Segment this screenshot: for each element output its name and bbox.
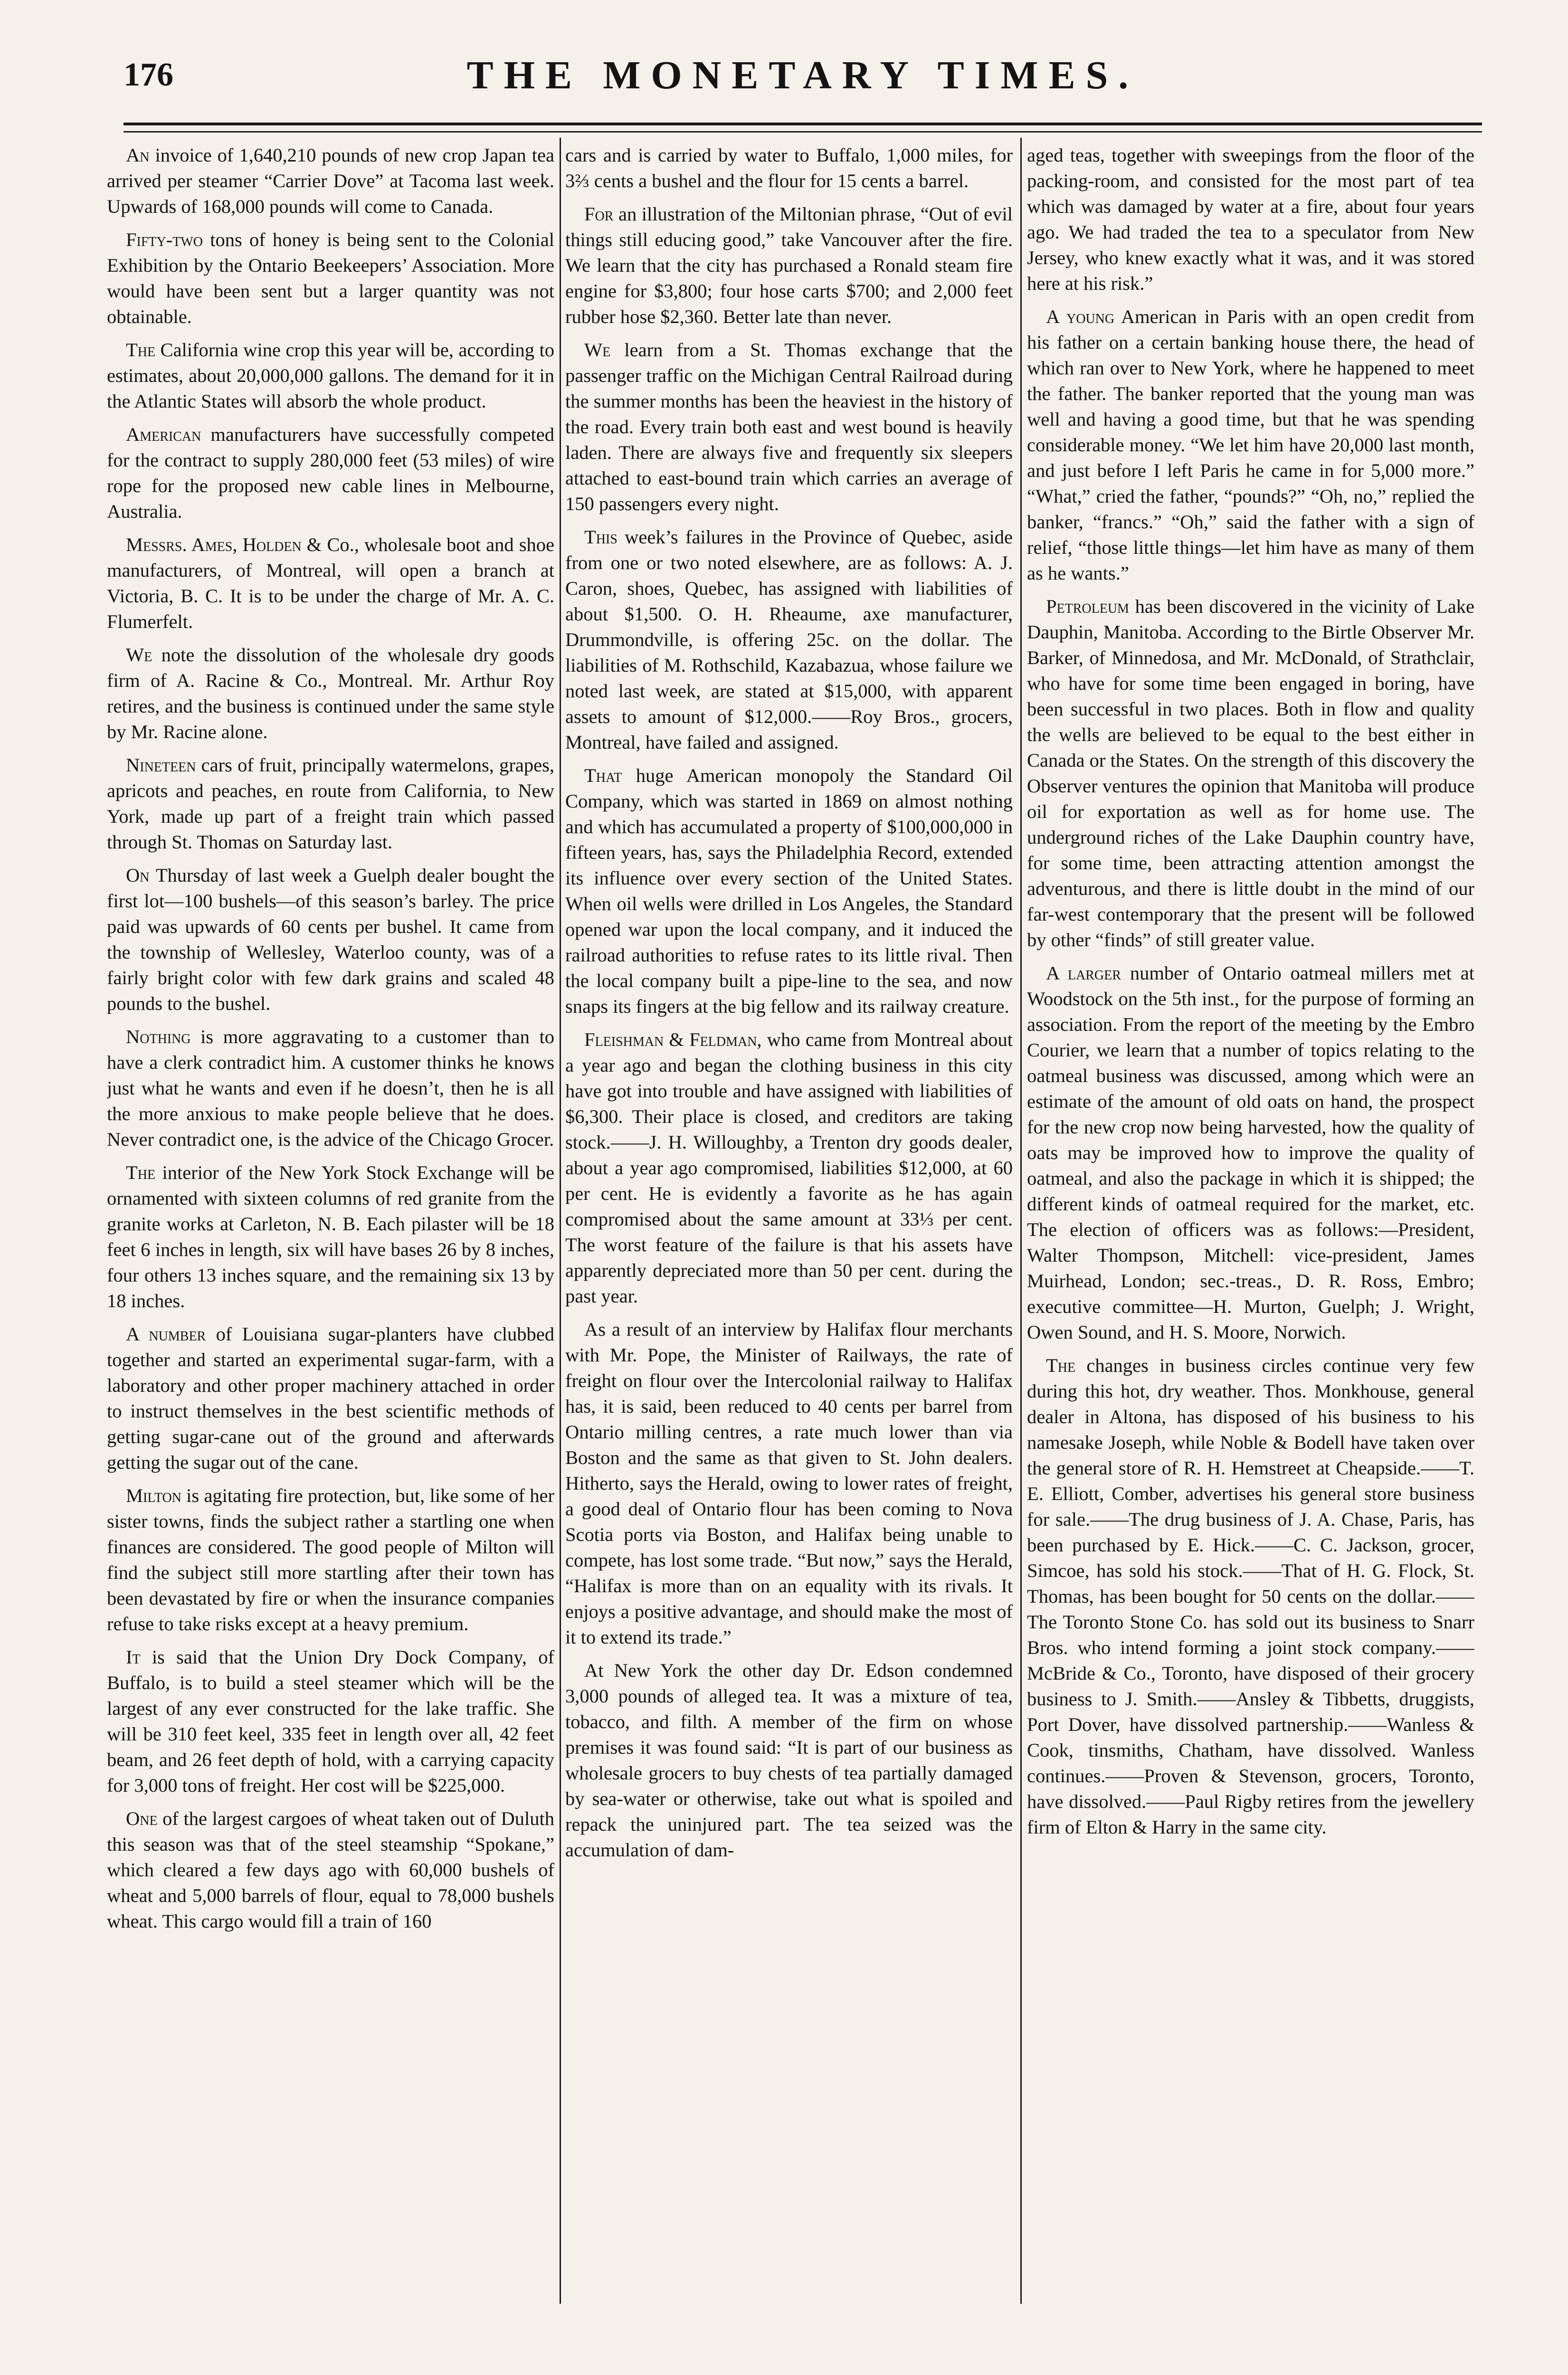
paragraph-lead-words: On bbox=[126, 864, 150, 886]
article-paragraph bbox=[565, 1317, 1013, 1650]
paragraph-text: of the largest cargoes of wheat taken out of Duluth this season was that of the steel steamship “Spokane,” which cleared a few days ago with 60,000 bushels of wheat and 5,000 barrels of flour, equal to 78,000 bushels wheat. This cargo would fill a train of 160 bbox=[107, 1808, 554, 1932]
paragraph-text: week’s failures in the Province of Quebec, aside from one or two noted elsewhere, are as follows: A. J. Caron, shoes, Quebec, has assigned with liabilities of about $1,500. O. H. Rheaume, axe manufacturer, Drummondville, is offering 25c. on the dollar. The liabilities of M. Rothschild, Kazabazua, whose failure we noted last week, are stated at $15,000, with apparent assets to amount of $12,000.——Roy Bros., grocers, Montreal, have failed and assigned. bbox=[565, 526, 1013, 753]
paragraph-lead-words: The bbox=[126, 339, 156, 361]
paragraph-lead-words: That bbox=[584, 765, 622, 786]
article-paragraph bbox=[107, 422, 554, 524]
article-paragraph bbox=[107, 752, 554, 855]
paragraph-lead-words: The bbox=[1046, 1355, 1076, 1376]
article-paragraph bbox=[565, 1027, 1013, 1309]
paragraph-lead-words: A young bbox=[1046, 306, 1115, 327]
paragraph-text: who came from Montreal about a year ago and began the clothing business in this city have got into trouble and have assigned with liabilities of $6,300. Their place is closed, and creditors are taking stock.——J. H. Willoughby, a Trenton dry goods dealer, about a year ago compromised, liabilities $12,000, at 60 per cent. He is evidently a favorite as he has again compromised about the same amount at 33⅓ per cent. The worst feature of the failure is that his assets have apparently depreciated more than 50 per cent. during the past year. bbox=[565, 1029, 1013, 1307]
article-paragraph bbox=[1027, 594, 1474, 953]
masthead-title: THE MONETARY TIMES. bbox=[466, 53, 1139, 97]
paragraph-lead-words: Petroleum bbox=[1046, 596, 1129, 617]
paragraph-text: invoice of 1,640,210 pounds of new crop Japan tea arrived per steamer “Carrier Dove” at Tacoma last week. Upwards of 168,000 pounds will come to Canada. bbox=[107, 144, 554, 217]
column-3 bbox=[1027, 142, 1474, 2290]
article-paragraph bbox=[107, 1806, 554, 1934]
paragraph-text: At New York the other day Dr. Edson condemned 3,000 pounds of alleged tea. It was a mixture of tea, tobacco, and filth. A member of the firm on whose premises it was found said: “It is part of our business as wholesale grocers to buy chests of tea partially damaged by sea-water or otherwise, take out what is spoiled and repack the uninjured part. The tea seized was the accumulation of dam- bbox=[565, 1660, 1013, 1861]
paragraph-text: is more aggravating to a customer than to have a clerk contradict him. A customer thinks he knows just what he wants and even if he doesn’t, then he is all the more anxious to make people believe that he does. Never contradict one, is the advice of the Chicago Grocer. bbox=[107, 1026, 554, 1150]
paragraph-text: is agitating fire protection, but, like some of her sister towns, finds the subject rather a startling one when finances are considered. The good people of Milton will find the subject still more startling after their town has been devastated by fire or when the insurance companies refuse to take risks except at a heavy premium. bbox=[107, 1485, 554, 1634]
paragraph-text: As a result of an interview by Halifax flour merchants with Mr. Pope, the Minister of Railways, the rate of freight on flour over the Intercolonial railway to Halifax has, it is said, been reduced to 40 cents per barrel from Ontario milling centres, a rate much lower than via Boston and the same as that given to St. John dealers. Hitherto, says the Herald, owing to lower rates of freight, a good deal of Ontario flour has been coming to Nova Scotia ports via Boston, and Halifax being unable to compete, has lost some trade. “But now,” says the Herald, “Halifax is more than on an equality with its rivals. It enjoys a positive advantage, and should make the most of it to extend its trade.” bbox=[565, 1319, 1013, 1648]
article-paragraph bbox=[107, 1024, 554, 1152]
paragraph-lead-words: It bbox=[126, 1646, 141, 1668]
page-number: 176 bbox=[124, 57, 173, 93]
paragraph-text: changes in business circles continue very few during this hot, dry weather. Thos. Monkhouse, general dealer in Altona, has disposed of his business to his namesake Joseph, while Noble & Bodell have taken over the general store of R. H. Hemstreet at Cheapside.——T. E. Elliott, Comber, advertises his general store business for sale.——The drug business of J. A. Chase, Paris, has been purchased by E. Hick.——C. C. Jackson, grocer, Simcoe, has sold his stock.——That of H. G. Flock, St. Thomas, has been bought for 50 cents on the dollar.——The Toronto Stone Co. has sold out its business to Snarr Bros. who intend forming a joint stock company.——McBride & Co., Toronto, have disposed of their grocery business to J. Smith.——Ansley & Tibbetts, druggists, Port Dover, have dissolved partnership.——Wanless & Cook, tinsmiths, Chatham, have dissolved. Wanless continues.——Proven & Stevenson, grocers, Toronto, have dissolved.——Paul Rigby retires from the jewellery firm of Elton & Harry in the same city. bbox=[1027, 1355, 1474, 1838]
column-divider-1 bbox=[560, 138, 561, 2304]
article-paragraph bbox=[1027, 1353, 1474, 1840]
paragraph-lead-words: An bbox=[126, 144, 150, 166]
article-paragraph bbox=[565, 524, 1013, 755]
paragraph-lead-words: A number bbox=[126, 1323, 206, 1345]
paragraph-text: is said that the Union Dry Dock Company, of Buffalo, is to build a steel steamer which will be the largest of any ever constructed for the lake traffic. She will be 310 feet keel, 335 feet in length over all, 42 feet beam, and 26 feet depth of hold, with a carrying capacity for 3,000 tons of freight. Her cost will be $225,000. bbox=[107, 1646, 554, 1796]
column-1 bbox=[107, 142, 554, 2290]
article-paragraph bbox=[107, 642, 554, 745]
article-paragraph bbox=[565, 201, 1013, 330]
paragraph-lead-words: A larger bbox=[1046, 962, 1121, 984]
article-paragraph bbox=[565, 142, 1013, 194]
paragraph-text: manufacturers have successfully competed for the contract to supply 280,000 feet (53 miles) of wire rope for the proposed new cable lines in Melbourne, Australia. bbox=[107, 424, 554, 522]
paragraph-lead-words: One bbox=[126, 1808, 158, 1829]
paragraph-text: has been discovered in the vicinity of Lake Dauphin, Manitoba. According to the Birtle Observer Mr. Barker, of Minnedosa, and Mr. McDonald, of Strathclair, who have for some time been engaged in boring, have been successful in two places. Both in flow and quality the wells are believed to be equal to the best either in Canada or the States. On the strength of this discovery the Observer ventures the opinion that Manitoba will produce oil for exportation as well as for home use. The underground riches of the Lake Dauphin country have, for some time, been attracting attention amongst the adventurous, and there is little doubt in the mind of our far-west contemporary that the present will be followed by other “finds” of still greater value. bbox=[1027, 596, 1474, 950]
article-paragraph bbox=[565, 763, 1013, 1019]
paragraph-lead-words: For bbox=[584, 203, 614, 225]
paragraph-text: an illustration of the Miltonian phrase, “Out of evil things still educing good,” take Vancouver after the fire. We learn that the city has purchased a Ronald steam fire engine for $3,800; four hose carts $700; and 2,000 feet rubber hose $2,360. Better late than never. bbox=[565, 203, 1013, 327]
page-header bbox=[124, 52, 1482, 109]
paragraph-lead-words: This bbox=[584, 526, 618, 548]
article-paragraph bbox=[107, 227, 554, 330]
paragraph-lead-words: Messrs. Ames, Holden bbox=[126, 534, 302, 555]
column-divider-2 bbox=[1020, 138, 1022, 2304]
paragraph-text: note the dissolution of the wholesale dry goods firm of A. Racine & Co., Montreal. Mr. Arthur Roy retires, and the business is continued under the same style by Mr. Racine alone. bbox=[107, 644, 554, 742]
paragraph-lead-words: We bbox=[584, 339, 611, 361]
article-paragraph bbox=[565, 1658, 1013, 1863]
paragraph-lead-words: The bbox=[126, 1162, 156, 1183]
paragraph-text: number of Ontario oatmeal millers met at Woodstock on the 5th inst., for the purpose of forming an association. From the report of the meeting by the Embro Courier, we learn that a number of topics relating to the oatmeal business was discussed, among which were an estimate of the amount of old oats on hand, the prospect for the new crop now being harvested, how the quality of oats may be improved how to improve the quality of oatmeal, and also the package in which it is shipped; the different kinds of oatmeal required for the market, etc. The election of officers was as follows:—President, Walter Thompson, Mitchell: vice-president, James Muirhead, London; sec.-treas., D. R. Ross, Embro; executive committee—H. Murton, Guelph; J. Wright, Owen Sound, and H. S. Moore, Norwich. bbox=[1027, 962, 1474, 1343]
paragraph-text: huge American monopoly the Standard Oil Company, which was started in 1869 on almost nothing and which has accumulated a property of $100,000,000 in fifteen years, has, says the Philadelphia Record, extended its influence over every section of the United States. When oil wells were drilled in Los Angeles, the Standard opened war upon the local company, and it induced the railroad authorities to refuse rates to its little rival. Then the local company built a pipe-line to the sea, and now snaps its fingers at the big fellow and its railway creature. bbox=[565, 765, 1013, 1017]
paragraph-lead-words: Fleishman & Feldman, bbox=[584, 1029, 762, 1050]
header-rule-thick bbox=[124, 123, 1482, 125]
paragraph-text: Thursday of last week a Guelph dealer bought the first lot—100 bushels—of this season’s barley. The price paid was upwards of 60 cents per bushel. It came from the township of Wellesley, Waterloo county, was of a fairly bright color with few dark grains and scaled 48 pounds to the bushel. bbox=[107, 864, 554, 1014]
paragraph-text: of Louisiana sugar-planters have clubbed together and started an experimental sugar-farm, with a laboratory and other proper machinery attached in order to instruct themselves in the best scientific methods of getting sugar-cane out of the ground and afterwards getting the sugar out of the cane. bbox=[107, 1323, 554, 1473]
paragraph-text: American in Paris with an open credit from his father on a certain banking house there, the head of which ran over to New York, where he happened to meet the father. The banker reported that the young man was well and having a good time, but that he was spending considerable money. “We let him have 20,000 last month, and just before I left Paris he came in for 5,000 more.” “What,” cried the father, “pounds?” “Oh, no,” replied the banker, “francs.” “Oh,” said the father with a sign of relief, “those little things—let him have as many of them as he wants.” bbox=[1027, 306, 1474, 584]
paragraph-lead-words: We bbox=[126, 644, 152, 665]
paragraph-text: cars and is carried by water to Buffalo, 1,000 miles, for 3⅔ cents a bushel and the flour for 15 cents a barrel. bbox=[565, 144, 1013, 191]
article-paragraph bbox=[1027, 142, 1474, 296]
paragraph-text: learn from a St. Thomas exchange that the passenger traffic on the Michigan Central Railroad during the summer months has been the heaviest in the history of the road. Every train both east and west bound is heavily laden. There are always five and frequently six sleepers attached to east-bound train which carries an average of 150 passengers every night. bbox=[565, 339, 1013, 514]
paragraph-text: & Co., wholesale boot and shoe manufacturers, of Montreal, will open a branch at Victoria, B. C. It is to be under the charge of Mr. A. C. Flumerfelt. bbox=[107, 534, 554, 632]
article-paragraph bbox=[107, 337, 554, 414]
article-paragraph bbox=[1027, 304, 1474, 586]
article-paragraph bbox=[107, 1483, 554, 1637]
paragraph-text: California wine crop this year will be, according to estimates, about 20,000,000 gallons. The demand for it in the Atlantic States will absorb the whole product. bbox=[107, 339, 554, 412]
article-paragraph bbox=[107, 1321, 554, 1475]
paragraph-lead-words: Fifty-two bbox=[126, 229, 203, 250]
article-paragraph bbox=[1027, 960, 1474, 1345]
article-paragraph bbox=[565, 337, 1013, 517]
paragraph-lead-words: Nothing bbox=[126, 1026, 191, 1047]
paragraph-text: interior of the New York Stock Exchange will be ornamented with sixteen columns of red granite from the granite works at Carleton, N. B. Each pilaster will be 18 feet 6 inches in length, six will have bases 26 by 8 inches, four others 13 inches square, and the remaining six 13 by 18 inches. bbox=[107, 1162, 554, 1311]
article-paragraph bbox=[107, 142, 554, 219]
column-2 bbox=[565, 142, 1013, 2290]
article-paragraph bbox=[107, 863, 554, 1016]
paragraph-text: aged teas, together with sweepings from the floor of the packing-room, and consisted for the most part of tea which was damaged by water at a fire, about four years ago. We had traded the tea to a speculator from New Jersey, who knew exactly what it was, and it was stored here at his risk.” bbox=[1027, 144, 1474, 294]
paragraph-lead-words: Milton bbox=[126, 1485, 181, 1506]
header-rule-thin bbox=[124, 131, 1482, 133]
paragraph-lead-words: American bbox=[126, 424, 201, 445]
paragraph-text: tons of honey is being sent to the Colonial Exhibition by the Ontario Beekeepers’ Association. More would have been sent but a larger quantity was not obtainable. bbox=[107, 229, 554, 327]
paragraph-lead-words: Nineteen bbox=[126, 754, 196, 776]
article-paragraph bbox=[107, 1160, 554, 1314]
article-paragraph bbox=[107, 1644, 554, 1798]
paragraph-text: cars of fruit, principally watermelons, grapes, apricots and peaches, en route from California, to New York, made up part of a freight train which passed through St. Thomas on Saturday last. bbox=[107, 754, 554, 853]
article-paragraph bbox=[107, 532, 554, 635]
